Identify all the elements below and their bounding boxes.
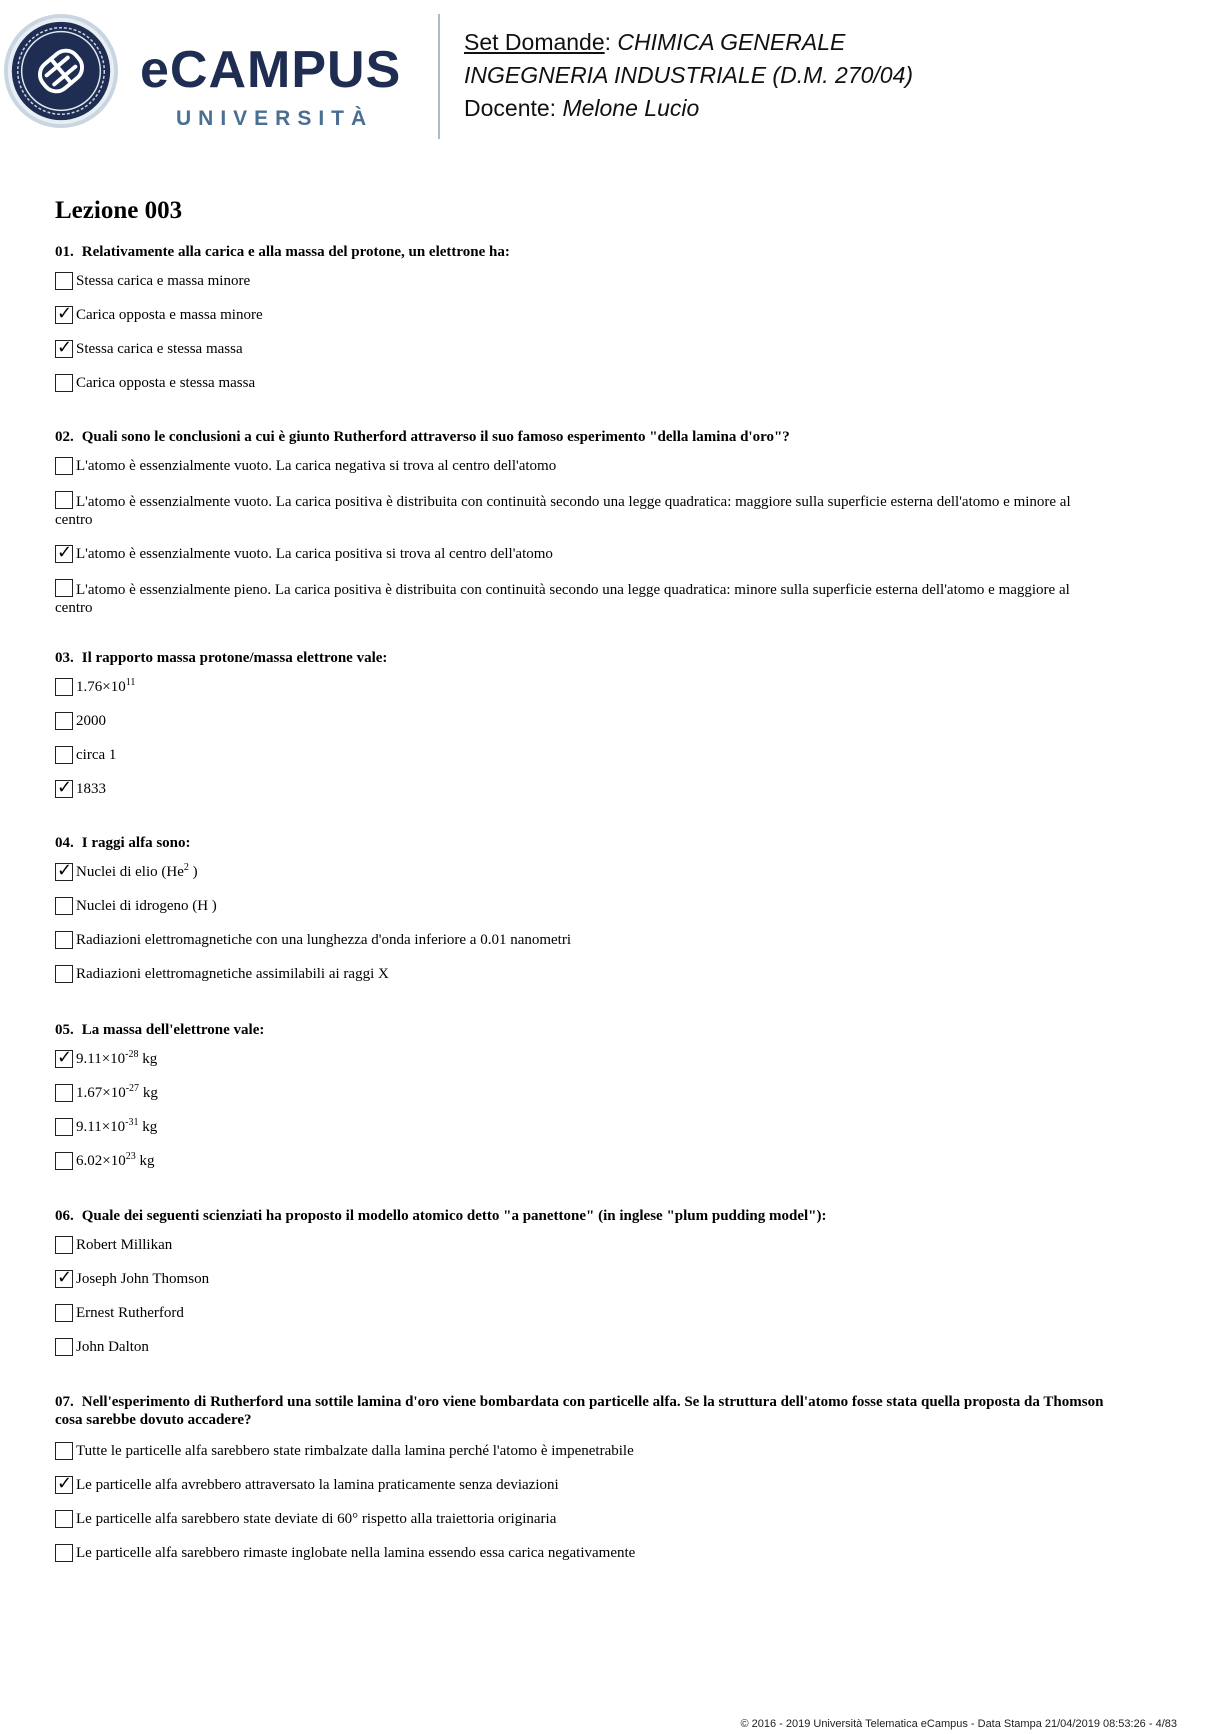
checkbox-unchecked[interactable]: [55, 457, 73, 475]
set-label: Set Domande: [464, 29, 605, 55]
answer-option[interactable]: [55, 746, 1105, 764]
exponent: -27: [125, 1083, 140, 1094]
checkbox-checked[interactable]: [55, 1267, 73, 1288]
checkbox-unchecked[interactable]: [55, 897, 73, 915]
answer-option[interactable]: [55, 965, 1105, 983]
answer-option[interactable]: [55, 1442, 1105, 1460]
answer-label: Carica opposta e stessa massa: [76, 375, 256, 391]
question-title: [55, 834, 1105, 852]
page-footer: © 2016 - 2019 Università Telematica eCampus - Data Stampa 21/04/2019 08:53:26 - 4/83: [740, 1718, 1177, 1730]
question-text: Quali sono le conclusioni a cui è giunto Rutherford attraverso il suo famoso esperimento "della lamina d'oro"?: [81, 429, 790, 445]
checkbox-unchecked[interactable]: [55, 965, 73, 983]
checkbox-unchecked[interactable]: [55, 931, 73, 949]
exponent: -28: [125, 1049, 139, 1060]
checkbox-unchecked[interactable]: [55, 1236, 73, 1254]
set-separator: :: [604, 29, 618, 55]
answer-option[interactable]: [55, 272, 1105, 290]
checkmark-icon: ✓: [57, 542, 73, 563]
answer-option[interactable]: [55, 897, 1105, 915]
exponent: 23: [125, 1151, 136, 1162]
checkbox-unchecked[interactable]: [55, 1118, 73, 1136]
checkbox-unchecked[interactable]: [55, 1304, 73, 1322]
checkbox-checked[interactable]: [55, 337, 73, 358]
checkmark-icon: ✓: [57, 777, 73, 798]
question-text: La massa dell'elettrone vale:: [81, 1022, 265, 1038]
answer-label: $9.11\times 10^{-31}$ kg: [76, 1117, 158, 1135]
ecampus-seal-logo-icon: [2, 12, 120, 130]
answer-option[interactable]: [55, 303, 1105, 324]
answer-label: John Dalton: [76, 1339, 149, 1355]
question-title: [55, 1393, 1105, 1429]
checkbox-checked[interactable]: [55, 777, 73, 798]
teacher-name: Melone Lucio: [562, 95, 700, 121]
lesson-title: Lezione 003: [55, 197, 183, 224]
question-number: 01.: [55, 244, 74, 260]
answer-option[interactable]: [55, 1267, 1105, 1288]
answer-label: Radiazioni elettromagnetiche assimilabili ai raggi X: [76, 966, 389, 982]
question-title: [55, 649, 1105, 667]
question-text: Quale dei seguenti scienziati ha proposto il modello atomico detto "a panettone" (in inglese "plum pudding model"):: [81, 1208, 827, 1224]
answer-label: Stessa carica e stessa massa: [76, 341, 243, 357]
question-number: 04.: [55, 835, 74, 851]
answer-label: Stessa carica e massa minore: [76, 273, 251, 289]
question-01: [55, 243, 1105, 408]
checkbox-checked[interactable]: [55, 1047, 73, 1068]
answer-label: L'atomo è essenzialmente vuoto. La carica positiva è distribuita con continuità secondo una legge quadratica: maggiore sulla superficie esterna dell'atomo e minore al centro: [55, 494, 1071, 528]
checkbox-unchecked[interactable]: [55, 1442, 73, 1460]
answer-label: $9.11\times 10^{-28}$ kg: [76, 1049, 158, 1067]
answer-label: L'atomo è essenzialmente pieno. La carica positiva è distribuita con continuità secondo una legge quadratica: minore sulla superficie esterna dell'atomo e maggiore al centro: [55, 582, 1070, 616]
answer-option[interactable]: [55, 457, 1105, 475]
question-03: [55, 649, 1105, 814]
checkbox-checked[interactable]: [55, 542, 73, 563]
logo-subtitle: UNIVERSITÀ: [176, 107, 374, 130]
answer-label: L'atomo è essenzialmente vuoto. La carica positiva si trova al centro dell'atomo: [76, 546, 553, 562]
answer-option[interactable]: [55, 1047, 1105, 1068]
exponent: -31: [125, 1117, 139, 1128]
answer-option[interactable]: [55, 1544, 1105, 1562]
checkbox-unchecked[interactable]: [55, 374, 73, 392]
answer-option[interactable]: [55, 1236, 1105, 1254]
checkbox-checked[interactable]: [55, 303, 73, 324]
answer-option[interactable]: [55, 1338, 1105, 1356]
answer-label: Le particelle alfa sarebbero state deviate di 60° rispetto alla traiettoria originaria: [76, 1511, 557, 1527]
checkbox-unchecked[interactable]: [55, 1152, 73, 1170]
answer-label: 2000: [76, 713, 106, 729]
course-line-2: INGEGNERIA INDUSTRIALE (D.M. 270/04): [464, 62, 914, 88]
question-text: I raggi alfa sono:: [81, 835, 191, 851]
set-line: [464, 26, 913, 59]
answer-label: Joseph John Thomson: [76, 1271, 210, 1287]
exponent: 11: [125, 677, 136, 688]
checkmark-icon: ✓: [57, 337, 73, 358]
answer-label: L'atomo è essenzialmente vuoto. La carica negativa si trova al centro dell'atomo: [76, 458, 557, 474]
checkbox-checked[interactable]: [55, 1473, 73, 1494]
question-number: 07.: [55, 1394, 74, 1410]
answer-option[interactable]: [55, 579, 1105, 617]
teacher-line: [464, 92, 913, 125]
header-divider: [438, 14, 440, 139]
answer-label: Nuclei di elio (He$^2$ ): [76, 862, 198, 880]
question-number: 05.: [55, 1022, 74, 1038]
answer-label: Carica opposta e massa minore: [76, 307, 263, 323]
checkbox-unchecked[interactable]: [55, 272, 73, 290]
question-title: [55, 1021, 1105, 1039]
answer-label: $6.02\times 10^{23}$ kg: [76, 1151, 155, 1169]
answer-option[interactable]: [55, 1118, 1105, 1136]
checkbox-checked[interactable]: [55, 860, 73, 881]
checkbox-unchecked[interactable]: [55, 1338, 73, 1356]
logo-wordmark: eCAMPUS: [140, 41, 402, 99]
answer-option[interactable]: [55, 712, 1105, 730]
answer-option[interactable]: [55, 931, 1105, 949]
question-number: 02.: [55, 429, 74, 445]
answer-option[interactable]: [55, 337, 1105, 358]
checkmark-icon: ✓: [57, 860, 73, 881]
checkbox-unchecked[interactable]: [55, 1510, 73, 1528]
checkbox-unchecked[interactable]: [55, 1084, 73, 1102]
answer-option[interactable]: [55, 542, 1105, 563]
course-info: [464, 26, 913, 125]
checkmark-icon: ✓: [57, 1473, 73, 1494]
answer-label: Le particelle alfa avrebbero attraversato la lamina praticamente senza deviazioni: [76, 1477, 559, 1493]
question-text: Nell'esperimento di Rutherford una sottile lamina d'oro viene bombardata con particelle alfa. Se la struttura dell'atomo fosse stata quella proposta da Thomson cosa sarebbe dovuto accadere?: [55, 1394, 1104, 1428]
question-number: 06.: [55, 1208, 74, 1224]
exponent: 2: [183, 862, 189, 873]
answer-option[interactable]: [55, 860, 1105, 881]
answer-option[interactable]: [55, 1510, 1105, 1528]
checkbox-unchecked[interactable]: [55, 746, 73, 764]
checkmark-icon: ✓: [57, 303, 73, 324]
answer-label: Radiazioni elettromagnetiche con una lunghezza d'onda inferiore a 0.01 nanometri: [76, 932, 572, 948]
answer-option[interactable]: [55, 491, 1105, 529]
answer-label: $1.76\times 10^{11}$: [76, 677, 136, 695]
checkbox-unchecked[interactable]: [55, 491, 73, 509]
question-title: [55, 428, 1105, 446]
answer-option[interactable]: [55, 1152, 1105, 1170]
question-07: [55, 1393, 1105, 1578]
answer-label: circa 1: [76, 747, 117, 763]
question-title: [55, 1207, 1105, 1225]
answer-option[interactable]: [55, 678, 1105, 696]
checkmark-icon: ✓: [57, 1047, 73, 1068]
answer-label: 1833: [76, 781, 106, 797]
answer-option[interactable]: [55, 1304, 1105, 1322]
teacher-label: Docente:: [464, 95, 563, 121]
question-text: Relativamente alla carica e alla massa del protone, un elettrone ha:: [81, 244, 510, 260]
answer-option[interactable]: [55, 1084, 1105, 1102]
answer-label: Tutte le particelle alfa sarebbero state rimbalzate dalla lamina perché l'atomo è impenetrabile: [76, 1443, 634, 1459]
checkmark-icon: ✓: [57, 1267, 73, 1288]
checkbox-unchecked[interactable]: [55, 678, 73, 696]
question-04: [55, 834, 1105, 999]
question-05: [55, 1021, 1105, 1186]
question-02: [55, 428, 1105, 633]
checkbox-unchecked[interactable]: [55, 579, 73, 597]
checkbox-unchecked[interactable]: [55, 1544, 73, 1562]
question-text: Il rapporto massa protone/massa elettrone vale:: [81, 650, 388, 666]
question-06: [55, 1207, 1105, 1372]
answer-option[interactable]: [55, 777, 1105, 798]
answer-label: Nuclei di idrogeno (H ): [76, 898, 217, 914]
question-title: [55, 243, 1105, 261]
question-number: 03.: [55, 650, 74, 666]
answer-label: $1.67\times 10^{-27}$ kg: [76, 1083, 158, 1101]
page-header: [0, 0, 1211, 150]
answer-label: Robert Millikan: [76, 1237, 173, 1253]
answer-label: Le particelle alfa sarebbero rimaste inglobate nella lamina essendo essa carica negativamente: [76, 1545, 636, 1561]
answer-option[interactable]: [55, 1473, 1105, 1494]
answer-label: Ernest Rutherford: [76, 1305, 184, 1321]
answer-option[interactable]: [55, 374, 1105, 392]
checkbox-unchecked[interactable]: [55, 712, 73, 730]
course-line-1: CHIMICA GENERALE: [617, 29, 846, 55]
